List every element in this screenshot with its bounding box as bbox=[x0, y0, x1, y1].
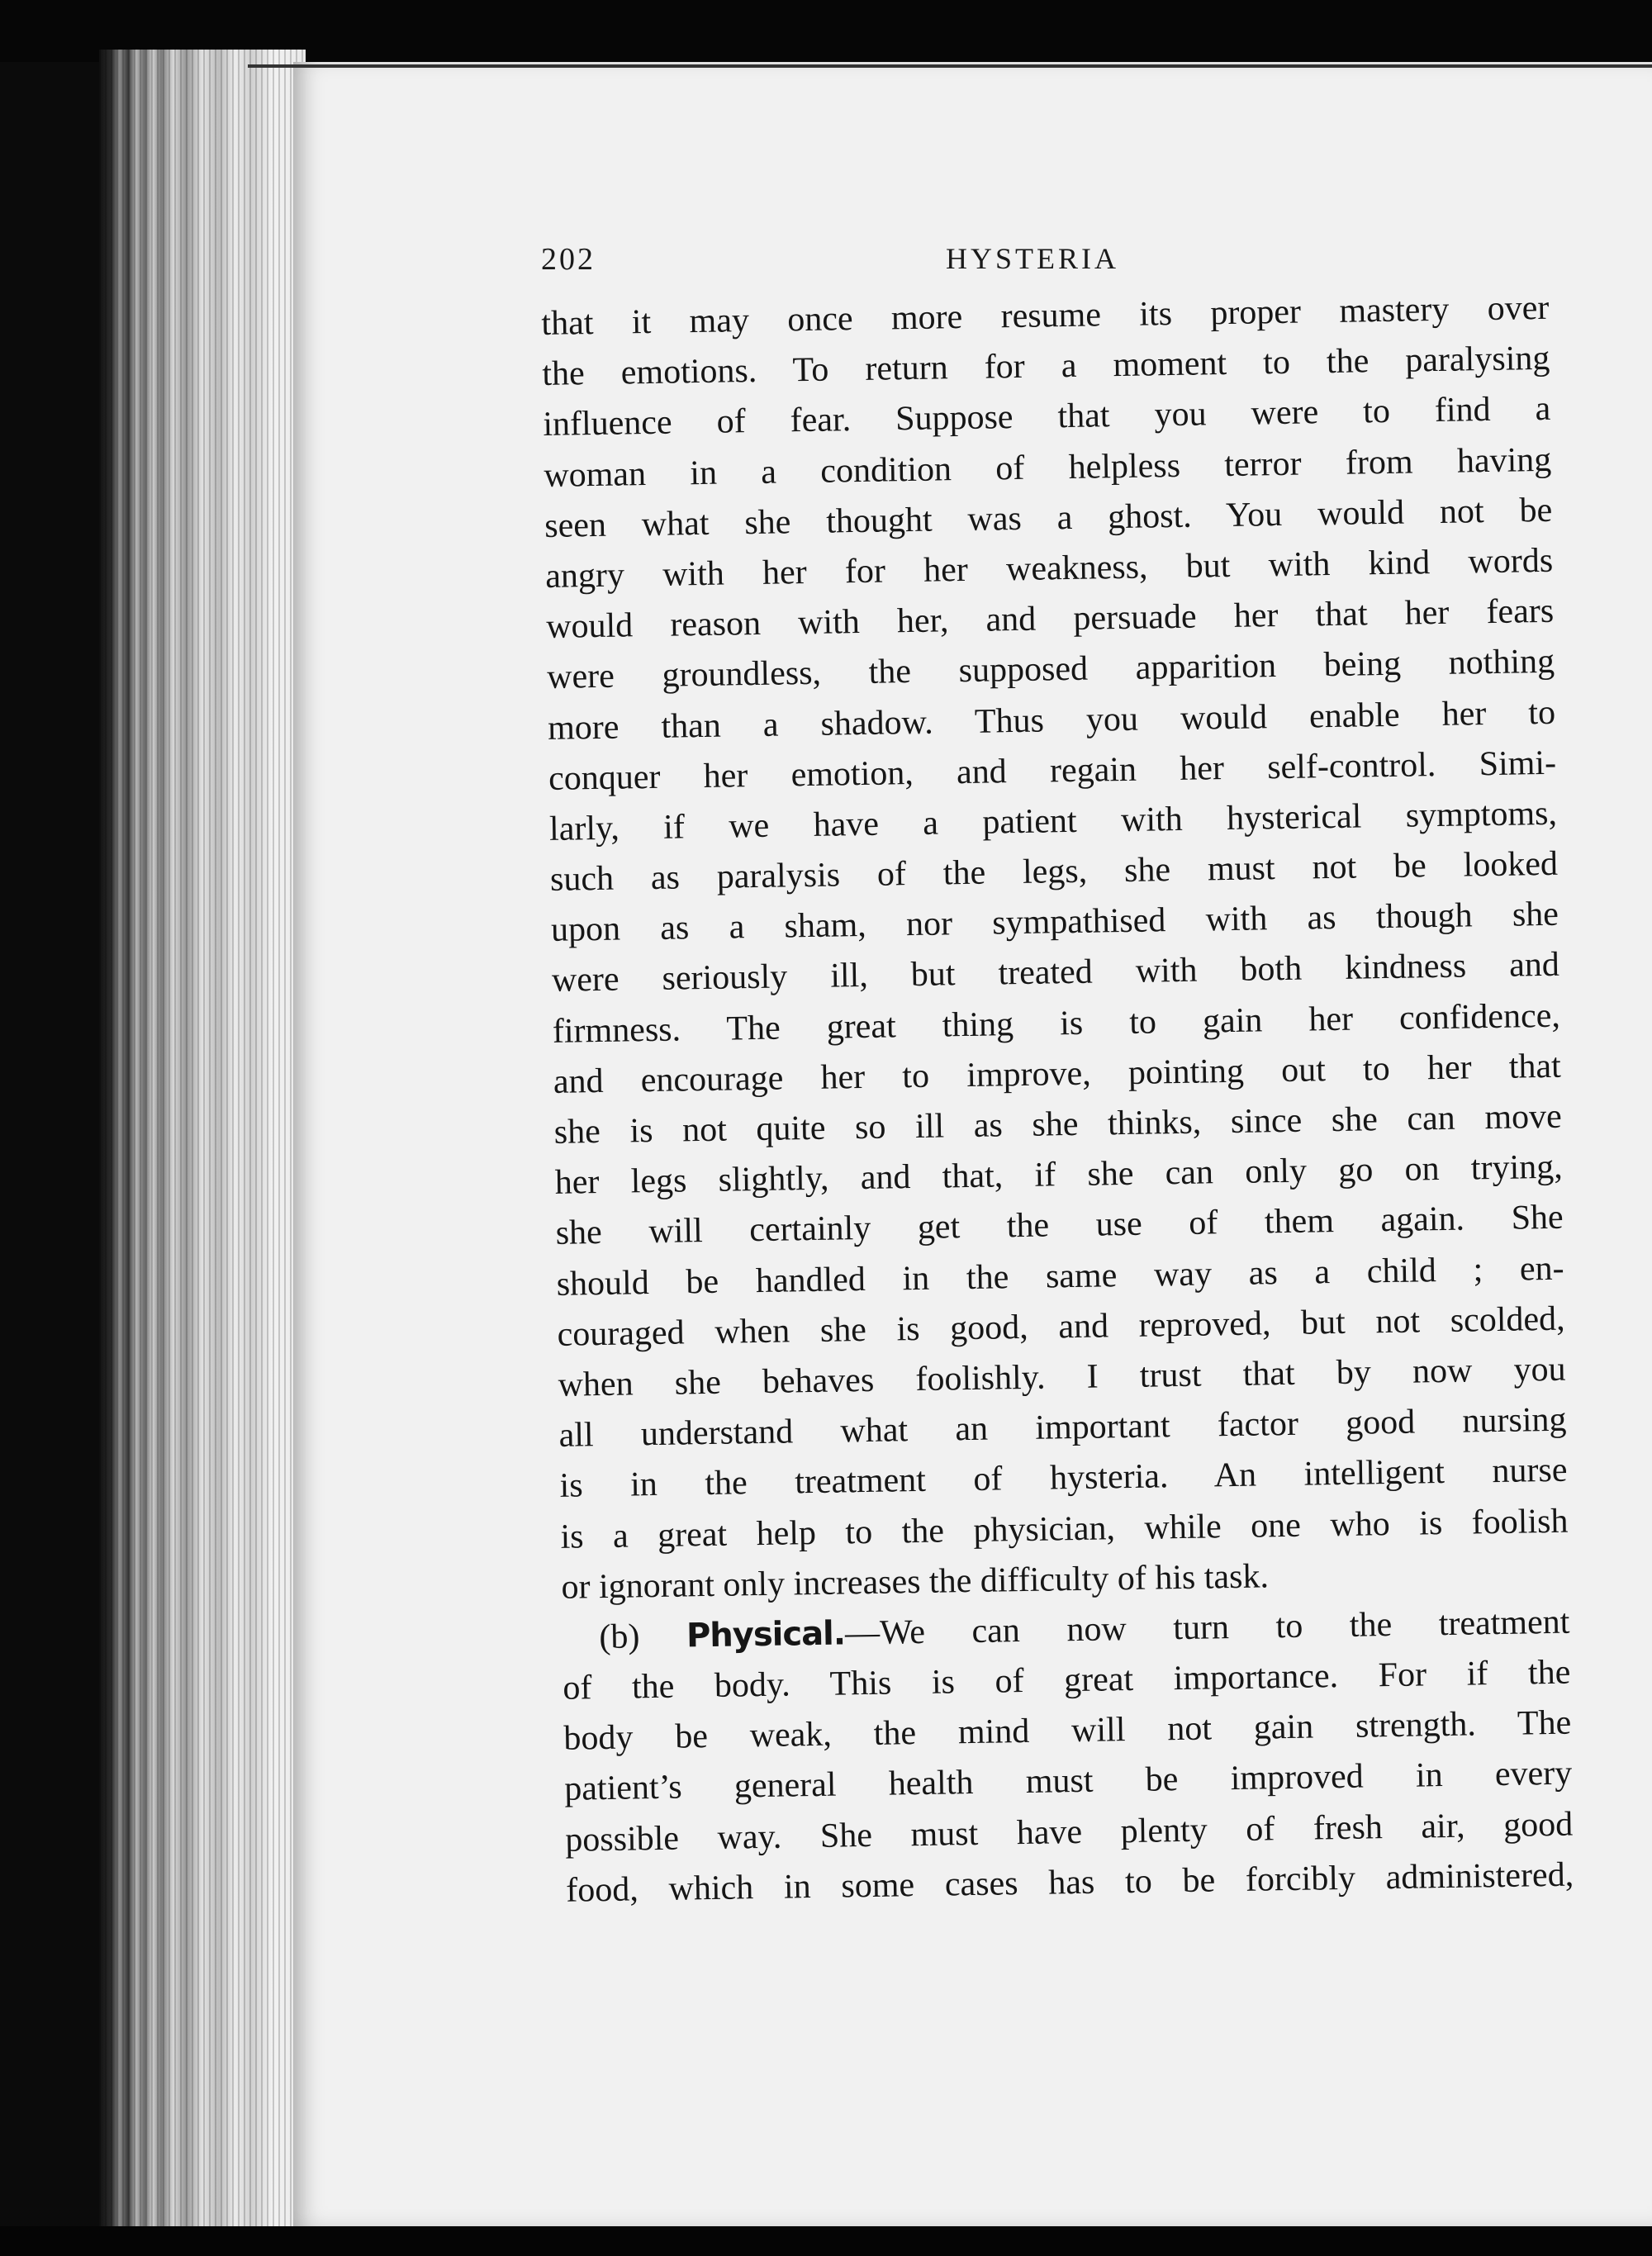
page-header bbox=[541, 241, 1524, 283]
text-line: that it may once more resume its proper mastery over bbox=[541, 288, 1550, 343]
text-line: upon as a sham, nor sympathised with as though she bbox=[550, 895, 1559, 950]
scan-bottom-border bbox=[0, 2226, 1652, 2256]
book-page-edges bbox=[99, 50, 306, 2230]
text-line: all understand what an important factor good nursing bbox=[558, 1400, 1567, 1455]
text-line: were seriously ill, but treated with both kindness and bbox=[551, 946, 1560, 1000]
running-title: HYSTERIA bbox=[946, 242, 1119, 275]
text-line: is in the treatment of hysteria. An intelligent nurse bbox=[559, 1451, 1568, 1506]
page-top-edge bbox=[248, 64, 1652, 68]
text-line: larly, if we have a patient with hysterical symptoms, bbox=[548, 794, 1558, 848]
body-text bbox=[541, 283, 1574, 1916]
section-first-line-text: —We can now turn to the treatment bbox=[844, 1603, 1570, 1653]
text-line: possible way. She must have plenty of fresh air, good bbox=[564, 1805, 1574, 1859]
text-line: the emotions. To return for a moment to the paralysing bbox=[542, 340, 1550, 394]
text-line: food, which in some cases has to be forcibly administered, bbox=[565, 1855, 1574, 1910]
section-heading: Physical. bbox=[686, 1614, 846, 1655]
text-line: when she behaves foolishly. I trust that by now you bbox=[558, 1350, 1566, 1404]
text-line: angry with her for her weakness, but with kind words bbox=[544, 541, 1554, 596]
text-line: body be weak, the mind will not gain strength. The bbox=[563, 1703, 1572, 1759]
text-line: would reason with her, and persuade her that her fears bbox=[545, 591, 1555, 647]
text-line: is a great help to the physician, while one who is foolish bbox=[560, 1502, 1569, 1556]
text-line: her legs slightly, and that, if she can only go on trying, bbox=[554, 1147, 1564, 1203]
text-line: and encourage her to improve, pointing out to her that bbox=[553, 1047, 1562, 1101]
text-line: were groundless, the supposed apparition being nothing bbox=[546, 643, 1555, 697]
text-line: of the body. This is of great importance. For if the bbox=[563, 1653, 1571, 1707]
text-line: she will certainly get the use of them again. She bbox=[555, 1199, 1564, 1253]
text-line: woman in a condition of helpless terror from having bbox=[543, 440, 1552, 495]
text-line: couraged when she is good, and reproved, but not scolded, bbox=[557, 1299, 1565, 1354]
text-line: patient’s general health must be improved in every bbox=[563, 1755, 1573, 1809]
text-line: she is not quite so ill as she thinks, since she can move bbox=[553, 1097, 1563, 1152]
text-line: seen what she thought was a ghost. You would not be bbox=[544, 491, 1553, 545]
paragraph-last-line: or ignorant only increases the difficulty of his task. bbox=[561, 1557, 1270, 1607]
text-line: should be handled in the same way as a child ; en- bbox=[556, 1249, 1564, 1304]
text-line: influence of fear. Suppose that you were to find a bbox=[543, 390, 1551, 444]
page-number: 202 bbox=[541, 242, 596, 277]
section-label: (b) bbox=[599, 1617, 640, 1656]
text-line: firmness. The great thing is to gain her confidence, bbox=[552, 996, 1561, 1051]
text-line: more than a shadow. Thus you would enable her to bbox=[547, 693, 1556, 748]
text-line: such as paralysis of the legs, she must not be looked bbox=[549, 844, 1559, 899]
text-line: conquer her emotion, and regain her self-control. Simi- bbox=[548, 743, 1557, 798]
